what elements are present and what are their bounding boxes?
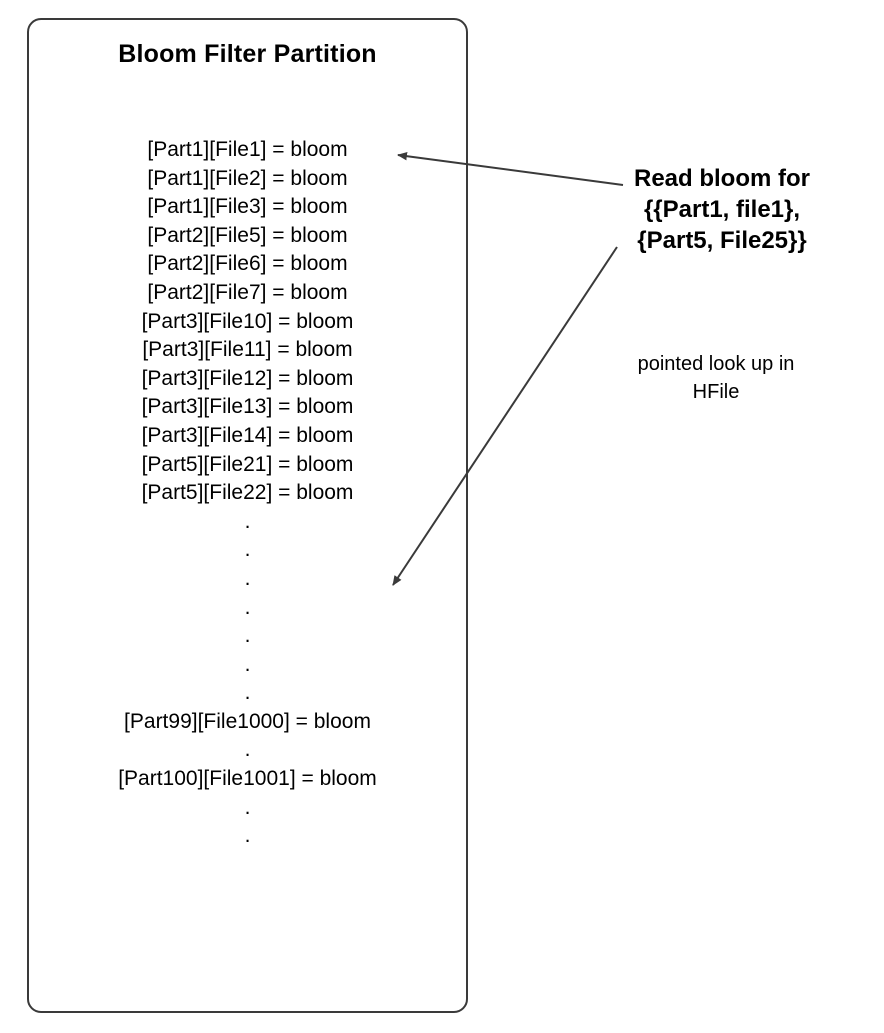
read-bloom-line-3: {Part5, File25}} (637, 227, 807, 254)
ellipsis-dot: . (244, 681, 251, 705)
list-item: [Part5][File21] = bloom (141, 452, 354, 476)
partition-title: Bloom Filter Partition (118, 40, 377, 68)
ellipsis-dot: . (244, 795, 251, 819)
list-item: [Part3][File10] = bloom (141, 309, 354, 333)
ellipsis-dot: . (244, 566, 251, 590)
read-bloom-line-1: Read bloom for (633, 165, 810, 192)
list-item: [Part3][File11] = bloom (142, 338, 353, 362)
list-item: [Part100][File1001] = bloom (118, 767, 377, 791)
list-item: [Part2][File5] = bloom (147, 223, 348, 247)
bloom-entry-list (27, 136, 468, 851)
list-item: [Part3][File12] = bloom (141, 366, 354, 390)
list-item: [Part1][File3] = bloom (147, 195, 348, 219)
ellipsis-dot: . (244, 652, 251, 676)
read-bloom-line-2: {{Part1, file1}, (643, 196, 801, 223)
list-item: [Part3][File14] = bloom (141, 423, 354, 447)
read-bloom-callout (566, 163, 878, 256)
list-item: [Part1][File2] = bloom (147, 166, 348, 190)
list-item: [Part1][File1] = bloom (147, 138, 348, 161)
ellipsis-dot: . (244, 595, 251, 619)
pointed-lookup-line-2: HFile (692, 381, 740, 403)
pointed-lookup-line-1: pointed look up in (637, 353, 795, 375)
list-item: [Part3][File13] = bloom (141, 395, 354, 419)
ellipsis-dot: . (244, 509, 251, 533)
ellipsis-dot: . (244, 538, 251, 562)
ellipsis-dot: . (244, 738, 251, 762)
ellipsis-dot: . (244, 824, 251, 848)
list-item: [Part2][File7] = bloom (147, 280, 348, 304)
list-item: [Part5][File22] = bloom (141, 481, 354, 505)
pointed-lookup-callout (566, 350, 866, 406)
ellipsis-dot: . (244, 624, 251, 648)
vertical-ellipsis-middle (27, 508, 468, 708)
list-item: [Part99][File1000] = bloom (124, 709, 371, 733)
list-item: [Part2][File6] = bloom (147, 252, 348, 276)
